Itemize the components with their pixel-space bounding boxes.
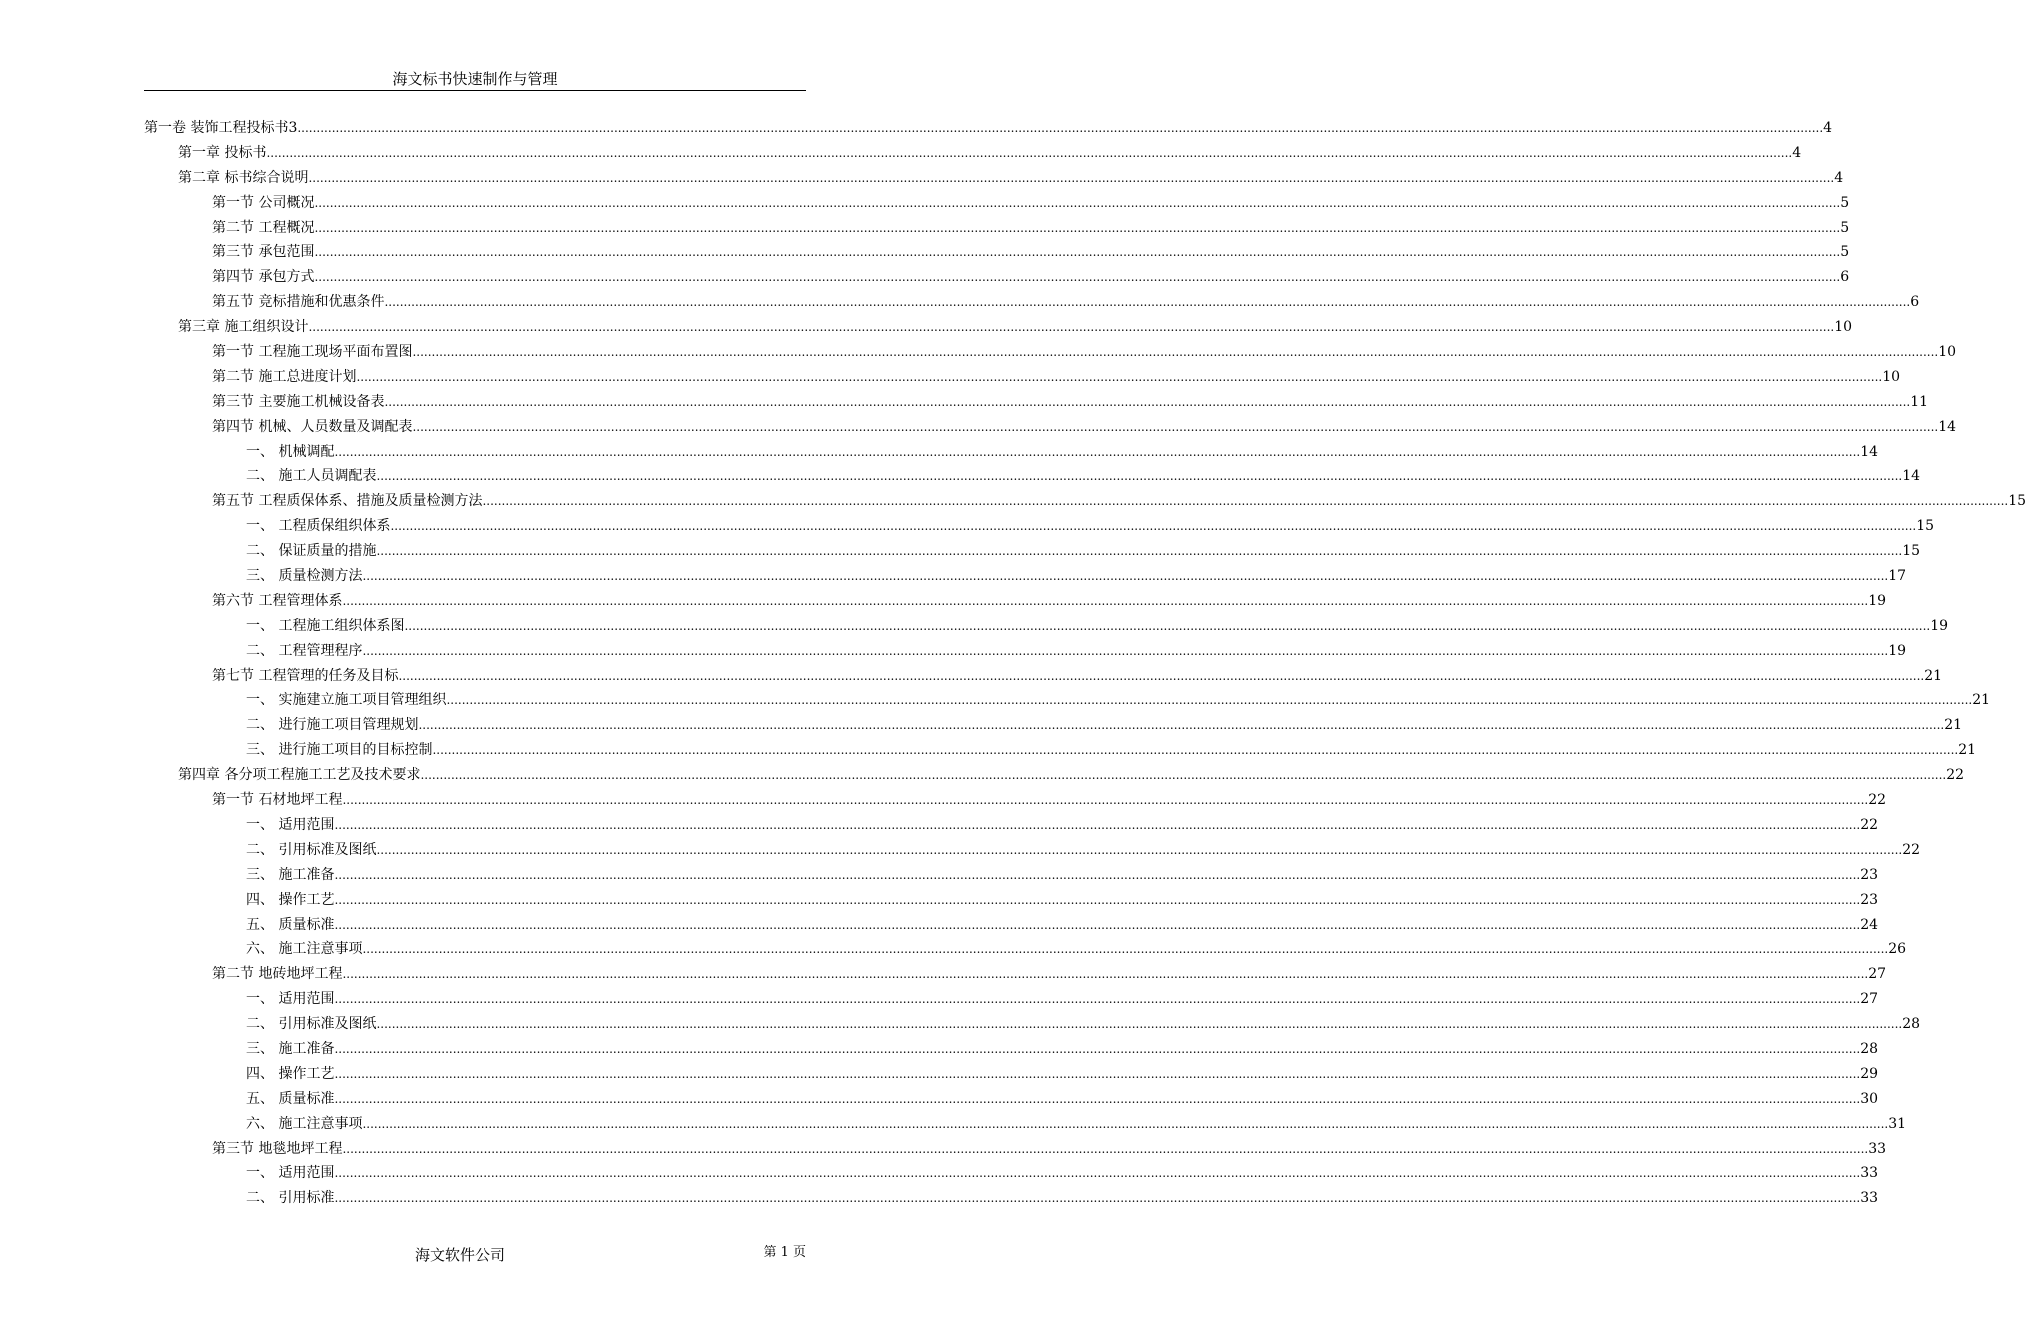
toc-entry-label: 第三章 施工组织设计 xyxy=(178,319,309,336)
toc-entry-label: 一、 实施建立施工项目管理组织 xyxy=(246,692,447,709)
toc-entry-label: 第一节 工程施工现场平面布置图 xyxy=(212,344,413,361)
toc-entry[interactable] xyxy=(144,464,1921,489)
toc-entry-page: 14 xyxy=(1902,468,1921,485)
toc-leader-dots: ................................................................................................................................................................................................................................................................................................................................................................................................................ xyxy=(376,1017,1903,1032)
toc-entry-label: 第四节 承包方式 xyxy=(212,269,315,286)
toc-entry-page: 10 xyxy=(1938,344,1957,361)
toc-leader-dots: ................................................................................................................................................................................................................................................................................................................................................................................................................ xyxy=(404,618,1931,633)
toc-leader-dots: ................................................................................................................................................................................................................................................................................................................................................................................................................ xyxy=(398,668,1925,683)
toc-entry[interactable] xyxy=(144,813,1879,838)
toc-entry-label: 二、 保证质量的措施 xyxy=(246,543,377,560)
toc-entry-page: 10 xyxy=(1882,368,1901,385)
toc-entry[interactable] xyxy=(144,216,1850,241)
toc-entry-page: 5 xyxy=(1840,244,1850,261)
toc-entry[interactable] xyxy=(144,962,1887,987)
footer-company: 海文软件公司 xyxy=(414,1246,505,1264)
toc-entry-label: 二、 引用标准 xyxy=(246,1190,335,1207)
toc-entry[interactable] xyxy=(144,365,1901,390)
toc-leader-dots: ................................................................................................................................................................................................................................................................................................................................................................................................................ xyxy=(390,519,1917,534)
toc-leader-dots: ................................................................................................................................................................................................................................................................................................................................................................................................................ xyxy=(362,569,1889,584)
toc-entry-page: 23 xyxy=(1860,891,1879,908)
toc-entry[interactable] xyxy=(144,1062,1879,1087)
toc-entry-label: 第一节 石材地坪工程 xyxy=(212,792,343,809)
toc-leader-dots: ................................................................................................................................................................................................................................................................................................................................................................................................................ xyxy=(384,295,1911,310)
toc-entry-label: 二、 进行施工项目管理规划 xyxy=(246,717,419,734)
toc-entry-page: 5 xyxy=(1840,219,1850,236)
toc-leader-dots: ................................................................................................................................................................................................................................................................................................................................................................................................................ xyxy=(334,892,1861,907)
toc-entry[interactable] xyxy=(144,763,1965,788)
toc-entry-page: 6 xyxy=(1910,294,1920,311)
toc-entry-page: 15 xyxy=(1902,543,1921,560)
toc-entry-page: 17 xyxy=(1888,568,1907,585)
header-divider xyxy=(144,90,806,91)
toc-entry[interactable] xyxy=(144,340,1957,365)
toc-leader-dots: ................................................................................................................................................................................................................................................................................................................................................................................................................ xyxy=(362,643,1889,658)
toc-entry[interactable] xyxy=(144,913,1879,938)
toc-entry-page: 10 xyxy=(1834,319,1853,336)
toc-entry-label: 第二节 地砖地坪工程 xyxy=(212,966,343,983)
toc-leader-dots: ................................................................................................................................................................................................................................................................................................................................................................................................................ xyxy=(384,394,1911,409)
toc-entry-page: 11 xyxy=(1910,393,1929,410)
toc-entry[interactable] xyxy=(144,240,1850,265)
toc-leader-dots: ................................................................................................................................................................................................................................................................................................................................................................................................................ xyxy=(342,1141,1869,1156)
toc-leader-dots: ................................................................................................................................................................................................................................................................................................................................................................................................................ xyxy=(420,768,1947,783)
toc-entry[interactable] xyxy=(144,564,1907,589)
toc-entry-page: 22 xyxy=(1868,792,1887,809)
toc-entry[interactable] xyxy=(144,664,1943,689)
toc-leader-dots: ................................................................................................................................................................................................................................................................................................................................................................................................................ xyxy=(334,1166,1861,1181)
toc-entry-label: 第二节 施工总进度计划 xyxy=(212,368,357,385)
toc-leader-dots: ................................................................................................................................................................................................................................................................................................................................................................................................................ xyxy=(412,419,1939,434)
table-of-contents xyxy=(144,116,2026,1211)
toc-entry-page: 28 xyxy=(1860,1040,1879,1057)
toc-entry-label: 一、 工程施工组织体系图 xyxy=(246,617,405,634)
toc-entry[interactable] xyxy=(144,116,1833,141)
toc-entry[interactable] xyxy=(144,863,1879,888)
toc-entry-label: 第六节 工程管理体系 xyxy=(212,592,343,609)
toc-leader-dots: ................................................................................................................................................................................................................................................................................................................................................................................................................ xyxy=(356,369,1883,384)
toc-leader-dots: ................................................................................................................................................................................................................................................................................................................................................................................................................ xyxy=(334,867,1861,882)
toc-entry-page: 26 xyxy=(1888,941,1907,958)
toc-entry-page: 21 xyxy=(1944,717,1963,734)
toc-entry[interactable] xyxy=(144,614,1949,639)
toc-entry-label: 第三节 主要施工机械设备表 xyxy=(212,393,385,410)
toc-entry-label: 第三节 承包范围 xyxy=(212,244,315,261)
toc-leader-dots: ................................................................................................................................................................................................................................................................................................................................................................................................................ xyxy=(376,469,1903,484)
toc-entry-page: 21 xyxy=(1958,742,1977,759)
toc-entry-label: 三、 施工准备 xyxy=(246,866,335,883)
toc-entry-label: 第五节 工程质保体系、措施及质量检测方法 xyxy=(212,493,483,510)
toc-leader-dots: ................................................................................................................................................................................................................................................................................................................................................................................................................ xyxy=(266,145,1793,160)
toc-entry-page: 6 xyxy=(1840,269,1850,286)
toc-entry-label: 五、 质量标准 xyxy=(246,916,335,933)
toc-entry-page: 14 xyxy=(1938,418,1957,435)
toc-leader-dots: ................................................................................................................................................................................................................................................................................................................................................................................................................ xyxy=(342,967,1869,982)
toc-entry-label: 五、 质量标准 xyxy=(246,1090,335,1107)
toc-leader-dots: ................................................................................................................................................................................................................................................................................................................................................................................................................ xyxy=(314,245,1841,260)
toc-leader-dots: ................................................................................................................................................................................................................................................................................................................................................................................................................ xyxy=(376,544,1903,559)
toc-entry-page: 15 xyxy=(2008,493,2026,510)
toc-entry[interactable] xyxy=(144,440,1879,465)
toc-entry-page: 21 xyxy=(1924,667,1943,684)
toc-entry-label: 一、 适用范围 xyxy=(246,991,335,1008)
toc-leader-dots: ................................................................................................................................................................................................................................................................................................................................................................................................................ xyxy=(334,917,1861,932)
toc-entry-label: 第二节 工程概况 xyxy=(212,219,315,236)
toc-entry-page: 23 xyxy=(1860,866,1879,883)
toc-entry-label: 三、 施工准备 xyxy=(246,1040,335,1057)
toc-entry-page: 28 xyxy=(1902,1016,1921,1033)
toc-entry-page: 31 xyxy=(1888,1115,1907,1132)
toc-entry[interactable] xyxy=(144,141,1802,166)
toc-entry[interactable] xyxy=(144,788,1887,813)
toc-entry[interactable] xyxy=(144,489,2026,514)
toc-entry-label: 第三节 地毯地坪工程 xyxy=(212,1140,343,1157)
toc-entry[interactable] xyxy=(144,1012,1921,1037)
toc-entry-label: 一、 工程质保组织体系 xyxy=(246,518,391,535)
toc-leader-dots: ................................................................................................................................................................................................................................................................................................................................................................................................................ xyxy=(314,195,1841,210)
toc-entry-label: 二、 工程管理程序 xyxy=(246,642,363,659)
toc-entry-page: 22 xyxy=(1902,841,1921,858)
toc-entry[interactable] xyxy=(144,688,1991,713)
toc-entry[interactable] xyxy=(144,1037,1879,1062)
toc-entry[interactable] xyxy=(144,166,1844,191)
toc-entry[interactable] xyxy=(144,1137,1887,1162)
toc-entry[interactable] xyxy=(144,390,1929,415)
toc-leader-dots: ................................................................................................................................................................................................................................................................................................................................................................................................................ xyxy=(412,345,1939,360)
toc-leader-dots: ................................................................................................................................................................................................................................................................................................................................................................................................................ xyxy=(314,220,1841,235)
toc-leader-dots: ................................................................................................................................................................................................................................................................................................................................................................................................................ xyxy=(376,842,1903,857)
toc-entry[interactable] xyxy=(144,888,1879,913)
toc-entry-label: 一、 适用范围 xyxy=(246,816,335,833)
toc-entry[interactable] xyxy=(144,1112,1907,1137)
toc-entry-page: 4 xyxy=(1823,120,1833,136)
toc-entry[interactable] xyxy=(144,315,1853,340)
toc-entry[interactable] xyxy=(144,415,1957,440)
toc-entry-page: 33 xyxy=(1860,1165,1879,1182)
toc-leader-dots: ................................................................................................................................................................................................................................................................................................................................................................................................................ xyxy=(334,1191,1861,1206)
toc-entry[interactable] xyxy=(144,1161,1879,1186)
toc-entry[interactable] xyxy=(144,713,1963,738)
toc-entry-label: 第一节 公司概况 xyxy=(212,194,315,211)
toc-leader-dots: ................................................................................................................................................................................................................................................................................................................................................................................................................ xyxy=(308,170,1835,185)
toc-entry[interactable] xyxy=(144,838,1921,863)
toc-leader-dots: ................................................................................................................................................................................................................................................................................................................................................................................................................ xyxy=(334,817,1861,832)
toc-entry[interactable] xyxy=(144,987,1879,1012)
toc-entry-label: 四、 操作工艺 xyxy=(246,1065,335,1082)
toc-leader-dots: ................................................................................................................................................................................................................................................................................................................................................................................................................ xyxy=(362,942,1889,957)
toc-entry-label: 二、 施工人员调配表 xyxy=(246,468,377,485)
toc-entry[interactable] xyxy=(144,265,1850,290)
toc-entry-page: 5 xyxy=(1840,194,1850,211)
toc-entry-page: 14 xyxy=(1860,443,1879,460)
toc-leader-dots: ................................................................................................................................................................................................................................................................................................................................................................................................................ xyxy=(446,693,1973,708)
toc-leader-dots: ................................................................................................................................................................................................................................................................................................................................................................................................................ xyxy=(334,1066,1861,1081)
toc-entry-label: 六、 施工注意事项 xyxy=(246,1115,363,1132)
toc-entry-label: 三、 质量检测方法 xyxy=(246,568,363,585)
toc-entry-page: 27 xyxy=(1868,966,1887,983)
toc-entry[interactable] xyxy=(144,191,1850,216)
toc-entry-label: 第一章 投标书 xyxy=(178,144,267,161)
toc-entry-label: 第四章 各分项工程施工工艺及技术要求 xyxy=(178,767,421,784)
toc-entry-label: 三、 进行施工项目的目标控制 xyxy=(246,742,433,759)
toc-entry-page: 4 xyxy=(1834,169,1844,186)
toc-leader-dots: ................................................................................................................................................................................................................................................................................................................................................................................................................ xyxy=(362,1116,1889,1131)
toc-entry[interactable] xyxy=(144,1087,1879,1112)
toc-entry-page: 22 xyxy=(1860,816,1879,833)
toc-entry[interactable] xyxy=(144,539,1921,564)
toc-entry-page: 4 xyxy=(1792,144,1802,161)
toc-entry-page: 19 xyxy=(1868,592,1887,609)
toc-leader-dots: ................................................................................................................................................................................................................................................................................................................................................................................................................ xyxy=(308,320,1835,335)
toc-entry[interactable] xyxy=(144,639,1907,664)
toc-entry-label: 六、 施工注意事项 xyxy=(246,941,363,958)
toc-entry-label: 第一卷 装饰工程投标书3 xyxy=(144,120,298,136)
toc-entry-label: 二、 引用标准及图纸 xyxy=(246,841,377,858)
page-header-title: 海文标书快速制作与管理 xyxy=(392,70,558,88)
toc-leader-dots: ................................................................................................................................................................................................................................................................................................................................................................................................................ xyxy=(334,992,1861,1007)
toc-entry[interactable] xyxy=(144,589,1887,614)
toc-entry-page: 24 xyxy=(1860,916,1879,933)
footer-page-number: 第 1 页 xyxy=(763,1245,806,1260)
toc-entry-label: 第七节 工程管理的任务及目标 xyxy=(212,667,399,684)
toc-entry-page: 19 xyxy=(1930,617,1949,634)
toc-entry[interactable] xyxy=(144,937,1907,962)
toc-leader-dots: ................................................................................................................................................................................................................................................................................................................................................................................................................ xyxy=(418,718,1945,733)
toc-entry-page: 33 xyxy=(1868,1140,1887,1157)
toc-entry-page: 30 xyxy=(1860,1090,1879,1107)
toc-leader-dots: ................................................................................................................................................................................................................................................................................................................................................................................................................ xyxy=(432,743,1959,758)
toc-entry-page: 15 xyxy=(1916,518,1935,535)
toc-entry-label: 第四节 机械、人员数量及调配表 xyxy=(212,418,413,435)
toc-leader-dots: ................................................................................................................................................................................................................................................................................................................................................................................................................ xyxy=(297,121,1824,135)
toc-entry-label: 四、 操作工艺 xyxy=(246,891,335,908)
toc-entry-label: 一、 机械调配 xyxy=(246,443,335,460)
toc-leader-dots: ................................................................................................................................................................................................................................................................................................................................................................................................................ xyxy=(334,1041,1861,1056)
toc-entry[interactable] xyxy=(144,1186,1879,1211)
toc-entry-label: 一、 适用范围 xyxy=(246,1165,335,1182)
toc-entry-label: 第五节 竞标措施和优惠条件 xyxy=(212,294,385,311)
toc-entry-label: 二、 引用标准及图纸 xyxy=(246,1016,377,1033)
toc-entry[interactable] xyxy=(144,738,1977,763)
toc-leader-dots: ................................................................................................................................................................................................................................................................................................................................................................................................................ xyxy=(334,444,1861,459)
toc-entry-page: 22 xyxy=(1946,767,1965,784)
toc-leader-dots: ................................................................................................................................................................................................................................................................................................................................................................................................................ xyxy=(314,270,1841,285)
toc-entry-label: 第二章 标书综合说明 xyxy=(178,169,309,186)
toc-entry-page: 29 xyxy=(1860,1065,1879,1082)
toc-leader-dots: ................................................................................................................................................................................................................................................................................................................................................................................................................ xyxy=(342,593,1869,608)
toc-entry[interactable] xyxy=(144,290,1920,315)
toc-leader-dots: ................................................................................................................................................................................................................................................................................................................................................................................................................ xyxy=(342,793,1869,808)
toc-leader-dots: ................................................................................................................................................................................................................................................................................................................................................................................................................ xyxy=(334,1091,1861,1106)
toc-entry[interactable] xyxy=(144,514,1935,539)
toc-entry-page: 27 xyxy=(1860,991,1879,1008)
toc-leader-dots: ................................................................................................................................................................................................................................................................................................................................................................................................................ xyxy=(482,494,2009,509)
toc-entry-page: 21 xyxy=(1972,692,1991,709)
toc-entry-page: 19 xyxy=(1888,642,1907,659)
toc-entry-page: 33 xyxy=(1860,1190,1879,1207)
